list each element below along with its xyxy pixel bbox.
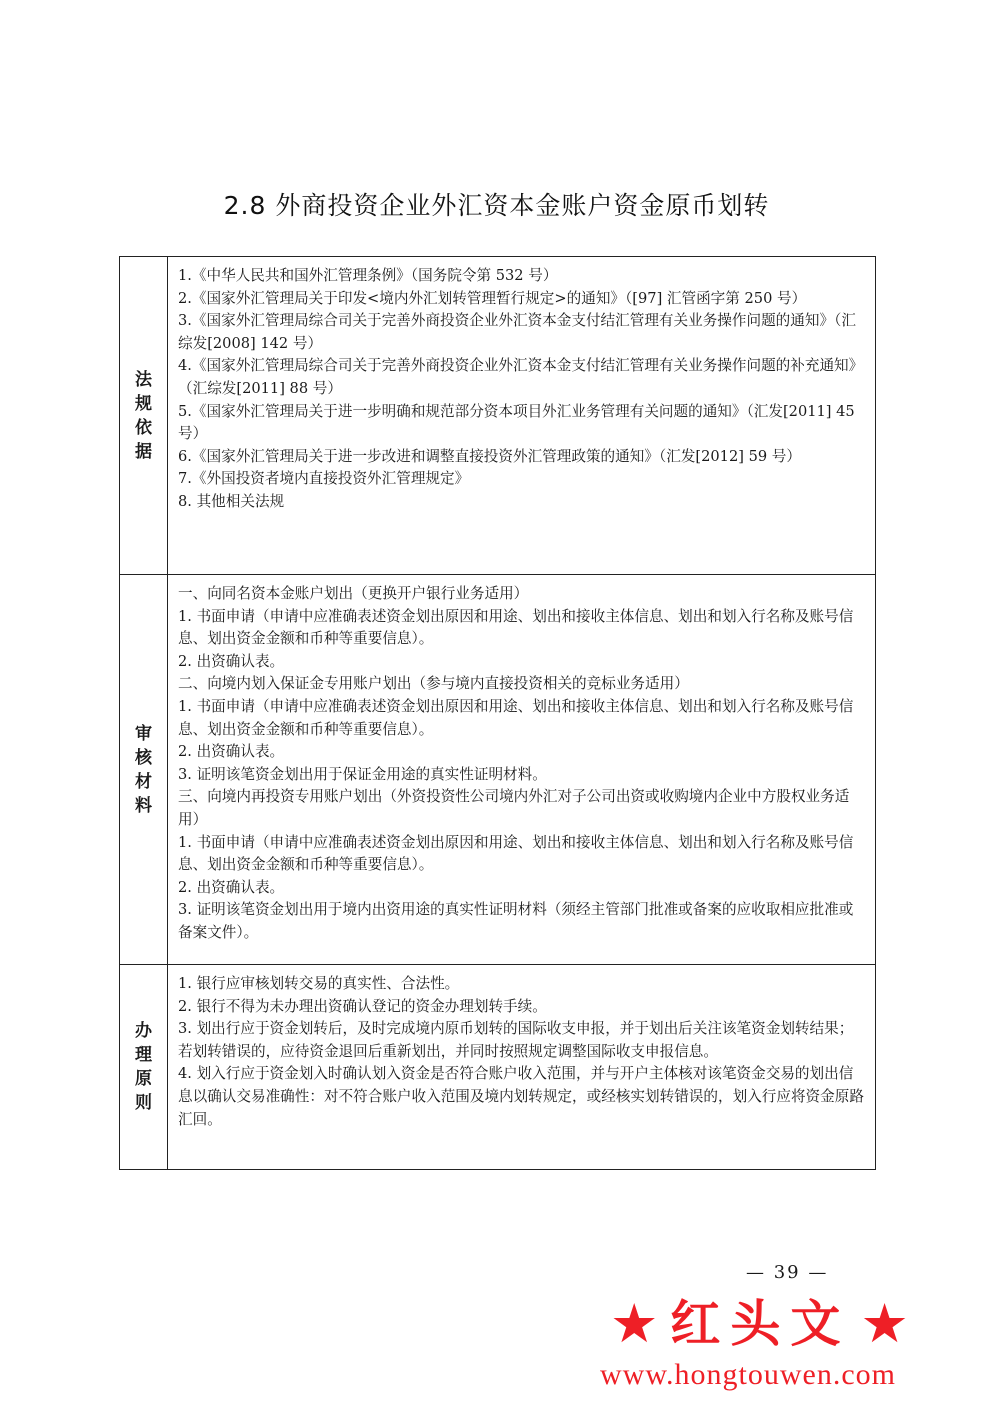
section-label-cell — [120, 257, 168, 575]
list-item: 2.《国家外汇管理局关于印发<境内外汇划转管理暂行规定>的通知》（[97] 汇管函字第 250 号） — [178, 289, 807, 307]
list-item: 2. 出资确认表。 — [178, 743, 285, 761]
list-item: 3. 划出行应于资金划转后，及时完成境内原币划转的国际收支申报，并于划出后关注该笔资金划转结果；若划转错误的，应待资金退回后重新划出，并同时按照规定调整国际收支申报信息。 — [178, 1020, 854, 1060]
list-item: 一、向同名资本金账户划出（更换开户银行业务适用） — [178, 585, 529, 602]
watermark-logo-row — [600, 1292, 990, 1356]
list-item: 2. 出资确认表。 — [178, 652, 285, 670]
document-title: 2.8 外商投资企业外汇资本金账户资金原币划转 — [223, 191, 770, 220]
list-item: 5.《国家外汇管理局关于进一步明确和规范部分资本项目外汇业务管理有关问题的通知》（汇发[2011] 45 号） — [178, 402, 855, 443]
list-item: 2. 出资确认表。 — [178, 878, 285, 896]
list-item: 3.《国家外汇管理局综合司关于完善外商投资企业外汇资本金支付结汇管理有关业务操作问题的通知》（汇综发[2008] 142 号） — [178, 312, 856, 352]
list-item: 1. 银行应审核划转交易的真实性、合法性。 — [178, 975, 460, 992]
list-item: 6.《国家外汇管理局关于进一步改进和调整直接投资外汇管理政策的通知》（汇发[2012] 59 号） — [178, 447, 801, 465]
table-row-handling-principles — [120, 965, 876, 1170]
section-content-handling-principles — [168, 965, 876, 1170]
watermark — [600, 1292, 990, 1397]
list-item: 1. 书面申请（申请中应准确表述资金划出原因和用途、划出和接收主体信息、划出和划入行名称及账号信息、划出资金金额和币种等重要信息）。 — [178, 833, 854, 874]
list-item: 7.《外国投资者境内直接投资外汇管理规定》 — [178, 470, 470, 488]
table-row-review-materials — [120, 575, 876, 965]
table-row-legal-basis — [120, 257, 876, 575]
watermark-url: www.hongtouwen.com — [600, 1358, 897, 1391]
list-item: 三、向境内再投资专用账户划出（外资投资性公司境内外汇对子公司出资或收购境内企业中方股权业务适用） — [178, 788, 850, 828]
list-item: 1. 书面申请（申请中应准确表述资金划出原因和用途、划出和接收主体信息、划出和划入行名称及账号信息、划出资金金额和币种等重要信息）。 — [178, 607, 854, 648]
section-label-handling-principles: 办理原则 — [135, 1021, 152, 1113]
list-item: 3. 证明该笔资金划出用于保证金用途的真实性证明材料。 — [178, 765, 547, 783]
section-label-review-materials: 审核材料 — [135, 723, 152, 816]
section-content-review-materials — [168, 575, 876, 965]
list-item: 8. 其他相关法规 — [178, 492, 285, 510]
section-label-cell — [120, 575, 168, 965]
list-item: 二、向境内划入保证金专用账户划出（参与境内直接投资相关的竞标业务适用） — [178, 675, 689, 693]
list-item: 1.《中华人民共和国外汇管理条例》（国务院令第 532 号） — [178, 267, 558, 284]
list-item: 4.《国家外汇管理局综合司关于完善外商投资企业外汇资本金支付结汇管理有关业务操作问题的补充通知》（汇综发[2011] 88 号） — [178, 357, 864, 397]
list-item: 3. 证明该笔资金划出用于境内出资用途的真实性证明材料（须经主管部门批准或备案的应收取相应批准或备案文件）。 — [178, 901, 854, 941]
section-label-legal-basis: 法规依据 — [135, 369, 152, 462]
watermark-text: 红头文 — [670, 1294, 851, 1353]
section-content-legal-basis — [168, 257, 876, 575]
list-item: 4. 划入行应于资金划入时确认划入资金是否符合账户收入范围，并与开户主体核对该笔资金交易的划出信息以确认交易准确性：对不符合账户收入范围及境内划转规定，或经核实划转错误的，划入行应将资金原路汇回。 — [178, 1065, 864, 1128]
list-item: 1. 书面申请（申请中应准确表述资金划出原因和用途、划出和接收主体信息、划出和划入行名称及账号信息、划出资金金额和币种等重要信息）。 — [178, 697, 854, 738]
page-number: — 39 — — [746, 1262, 829, 1283]
section-label-cell — [120, 965, 168, 1170]
list-item: 2. 银行不得为未办理出资确认登记的资金办理划转手续。 — [178, 997, 547, 1015]
star-icon: ★ — [860, 1292, 909, 1355]
star-icon: ★ — [610, 1292, 659, 1355]
regulation-table — [119, 256, 876, 1170]
